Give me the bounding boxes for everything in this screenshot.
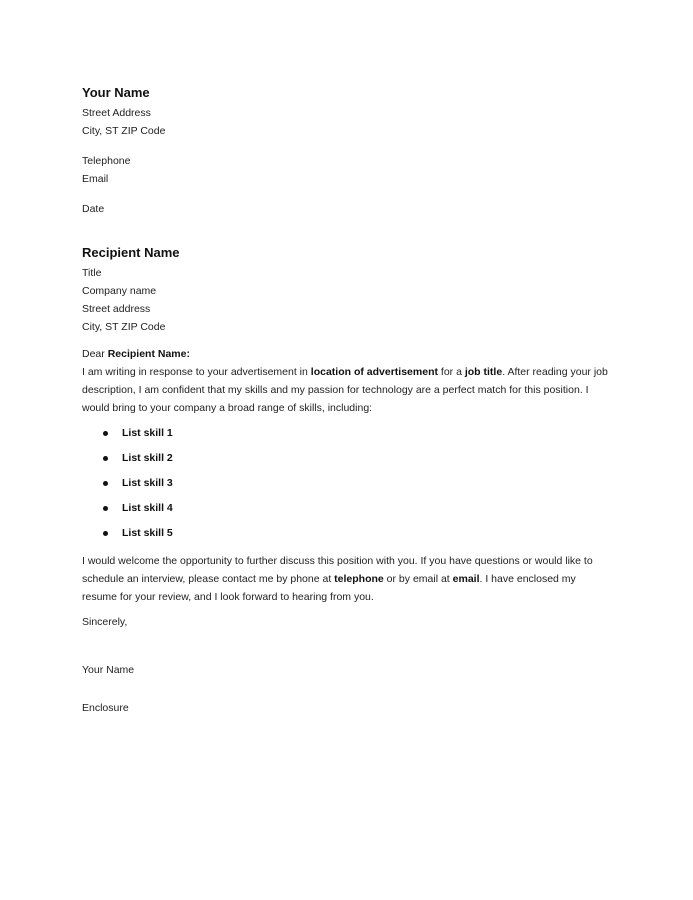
- salutation-prefix: Dear: [82, 348, 108, 360]
- body2-text-3: . I have enclosed my resume for your review, and I look forward to hearing from you.: [82, 573, 576, 603]
- sender-street: Street Address: [82, 107, 151, 119]
- recipient-name: Recipient Name: [82, 245, 180, 260]
- recipient-city: City, ST ZIP Code: [82, 321, 166, 333]
- skill-label: List skill 2: [122, 452, 173, 464]
- advertisement-location-placeholder: location of advertisement: [310, 366, 438, 378]
- recipient-street: Street address: [82, 303, 151, 315]
- skill-label: List skill 4: [122, 502, 173, 514]
- body-paragraph-1: [82, 363, 610, 417]
- sender-name: Your Name: [82, 85, 150, 100]
- list-item: [82, 446, 612, 471]
- recipient-company: Company name: [82, 285, 157, 297]
- skills-list: [82, 421, 612, 546]
- bullet-icon: [103, 456, 108, 461]
- job-title-placeholder: job title: [464, 366, 503, 378]
- bullet-icon: [103, 481, 108, 486]
- body1-text-2: for a: [437, 366, 465, 378]
- telephone-placeholder: telephone: [334, 573, 384, 585]
- skill-label: List skill 5: [122, 527, 173, 539]
- sender-block: [82, 84, 612, 218]
- recipient-title: Title: [82, 267, 102, 279]
- letter-content: [82, 84, 612, 717]
- skill-label: List skill 1: [122, 427, 173, 439]
- sender-email: Email: [82, 173, 109, 185]
- body-paragraph-2: [82, 552, 610, 606]
- body1-text-1: I am writing in response to your advertisement in: [82, 366, 311, 378]
- letter-date: Date: [82, 203, 105, 215]
- enclosure: Enclosure: [82, 702, 129, 714]
- closing: Sincerely,: [82, 616, 128, 628]
- email-placeholder: email: [452, 573, 480, 585]
- list-item: [82, 496, 612, 521]
- list-item: [82, 521, 612, 546]
- body1-text-3: . After reading your job description, I am confident that my skills and my passion for technology are a perfect match for this position. I would bring to your company a broad range of skills, including:: [82, 366, 608, 414]
- bullet-icon: [103, 431, 108, 436]
- bullet-icon: [103, 506, 108, 511]
- sender-city: City, ST ZIP Code: [82, 125, 166, 137]
- sender-telephone: Telephone: [82, 155, 131, 167]
- signature-name: Your Name: [82, 664, 135, 676]
- salutation-name: Recipient Name:: [107, 348, 190, 360]
- recipient-block: [82, 244, 612, 336]
- body2-text-2: or by email at: [383, 573, 453, 585]
- body2-text-1: I would welcome the opportunity to further discuss this position with you. If you have questions or would like to schedule an interview, please contact me by phone at: [82, 555, 593, 585]
- list-item: [82, 421, 612, 446]
- salutation: [82, 345, 612, 363]
- bullet-icon: [103, 531, 108, 536]
- skill-label: List skill 3: [122, 477, 173, 489]
- list-item: [82, 471, 612, 496]
